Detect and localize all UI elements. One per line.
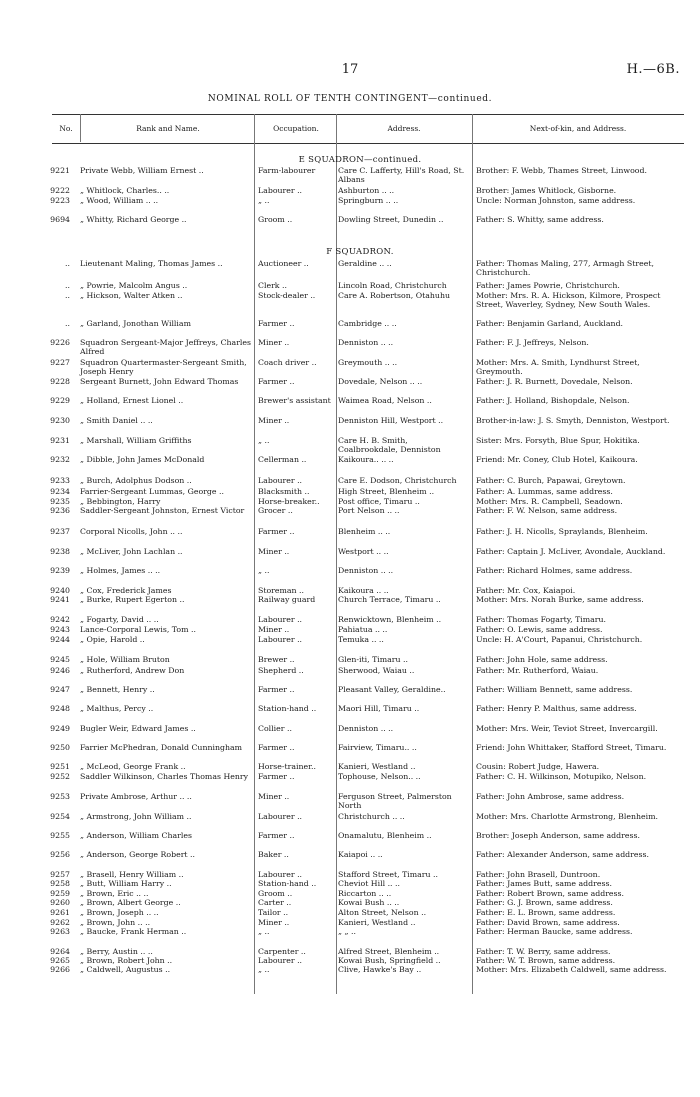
rank-and-name: „ Anderson, George Robert .. (80, 850, 195, 859)
address: Fairview, Timaru.. .. (338, 743, 417, 752)
next-of-kin: Father: T. W. Berry, same address. (476, 947, 611, 956)
address: Denniston .. .. (338, 338, 394, 347)
occupation: Station-hand .. (258, 879, 317, 888)
address: Care C. Lafferty, Hill's Road, St. Albans (338, 166, 465, 185)
occupation: „ .. (258, 436, 270, 445)
row-number: 9244 (50, 635, 70, 644)
rank-and-name: Lance-Corporal Lewis, Tom .. (80, 625, 196, 634)
address: Denniston .. .. (338, 566, 394, 575)
row-number: 9266 (50, 965, 70, 974)
address: Maori Hill, Timaru .. (338, 704, 420, 713)
address: Care A. Robertson, Otahuhu (338, 291, 450, 300)
row-number: 9253 (50, 792, 70, 801)
occupation: Baker .. (258, 850, 289, 859)
row-number: 9249 (50, 724, 70, 733)
next-of-kin: Father: J. R. Burnett, Dovedale, Nelson. (476, 377, 633, 386)
rank-and-name: „ Butt, William Harry .. (80, 879, 172, 888)
next-of-kin: Father: C. H. Wilkinson, Motupiko, Nelson. (476, 772, 647, 781)
next-of-kin: Father: A. Lummas, same address. (476, 487, 613, 496)
rank-and-name: „ Baucke, Frank Herman .. (80, 927, 187, 936)
row-number: 9222 (50, 186, 70, 195)
address: Cheviot Hill .. .. (338, 879, 400, 888)
next-of-kin: Mother: Mrs. Weir, Teviot Street, Invercargill. (476, 724, 658, 733)
row-number: 9259 (50, 889, 70, 898)
address: Denniston .. .. (338, 724, 394, 733)
row-number: 9250 (50, 743, 70, 752)
row-number: 9257 (50, 870, 70, 879)
row-number: 9258 (50, 879, 70, 888)
occupation: Miner .. (258, 918, 290, 927)
next-of-kin: Father: J. Holland, Bishopdale, Nelson. (476, 396, 630, 405)
row-number: 9252 (50, 772, 70, 781)
row-number: .. (65, 281, 70, 290)
section-heading: F SQUADRON. (326, 247, 394, 257)
rank-and-name: „ Anderson, William Charles (80, 831, 193, 840)
next-of-kin: Brother-in-law: J. S. Smyth, Denniston, Westport. (476, 416, 670, 425)
occupation: Brewer's assistant (258, 396, 331, 405)
next-of-kin: Father: W. T. Brown, same address. (476, 956, 616, 965)
next-of-kin: Father: Richard Holmes, same address. (476, 566, 633, 575)
next-of-kin: Mother: Mrs. A. Smith, Lyndhurst Street, Greymouth. (476, 358, 640, 377)
next-of-kin: Sister: Mrs. Forsyth, Blue Spur, Hokitika. (476, 436, 640, 445)
rank-and-name: „ Marshall, William Griffiths (80, 436, 192, 445)
next-of-kin: Father: Benjamin Garland, Auckland. (476, 319, 624, 328)
rank-and-name: „ Armstrong, John William .. (80, 812, 192, 821)
occupation: Shepherd .. (258, 666, 304, 675)
occupation: Labourer .. (258, 812, 303, 821)
occupation: Railway guard (258, 595, 316, 604)
occupation: Miner .. (258, 416, 290, 425)
address: Dowling Street, Dunedin .. (338, 215, 444, 224)
address: Stafford Street, Timaru .. (338, 870, 438, 879)
rank-and-name: „ Cox, Frederick James (80, 586, 172, 595)
occupation: Grocer .. (258, 506, 293, 515)
row-number: 9256 (50, 850, 70, 859)
occupation: Collier .. (258, 724, 292, 733)
occupation: „ .. (258, 927, 270, 936)
address: Alton Street, Nelson .. (338, 908, 427, 917)
occupation: Miner .. (258, 792, 290, 801)
rank-and-name: „ Malthus, Percy .. (80, 704, 154, 713)
rank-and-name: „ Burke, Rupert Egerton .. (80, 595, 185, 604)
rank-and-name: Farrier-Sergeant Lummas, George .. (80, 487, 224, 496)
rank-and-name: „ Garland, Jonothan William (80, 319, 191, 328)
row-number: 9265 (50, 956, 70, 965)
row-number: 9240 (50, 586, 70, 595)
address: Blenheim .. .. (338, 527, 391, 536)
row-number: 9243 (50, 625, 70, 634)
next-of-kin: Brother: Joseph Anderson, same address. (476, 831, 640, 840)
address: Care H. B. Smith, Coalbrookdale, Denniston (338, 436, 441, 455)
rank-and-name: „ Brown, Joseph .. .. (80, 908, 159, 917)
rank-and-name: „ Wood, William .. .. (80, 196, 159, 205)
next-of-kin: Father: David Brown, same address. (476, 918, 620, 927)
next-of-kin: Father: John Brasell, Duntroon. (476, 870, 601, 879)
address: Denniston Hill, Westport .. (338, 416, 444, 425)
next-of-kin: Father: Henry P. Malthus, same address. (476, 704, 637, 713)
row-number: 9221 (50, 166, 70, 175)
address: Dovedale, Nelson .. .. (338, 377, 423, 386)
rank-and-name: „ Brown, Albert George .. (80, 898, 181, 907)
row-number: 9248 (50, 704, 70, 713)
row-number: .. (65, 319, 70, 328)
rank-and-name: „ Dibble, John James McDonald (80, 455, 205, 464)
rank-and-name: „ Holmes, James .. .. (80, 566, 161, 575)
address: Waimea Road, Nelson .. (338, 396, 432, 405)
rank-and-name: „ Burch, Adolphus Dodson .. (80, 476, 192, 485)
occupation: Blacksmith .. (258, 487, 310, 496)
address: Temuka .. .. (338, 635, 384, 644)
next-of-kin: Father: E. L. Brown, same address. (476, 908, 616, 917)
row-number: 9226 (50, 338, 70, 347)
occupation: Horse-breaker.. (258, 497, 320, 506)
row-number: 9239 (50, 566, 70, 575)
table-header (52, 114, 684, 144)
address: Kaikoura .. .. (338, 586, 389, 595)
address: Westport .. .. (338, 547, 389, 556)
occupation: Coach driver .. (258, 358, 317, 367)
occupation: Groom .. (258, 889, 293, 898)
address: Springburn .. .. (338, 196, 399, 205)
address: Port Nelson .. .. (338, 506, 400, 515)
address: Lincoln Road, Christchurch (338, 281, 447, 290)
next-of-kin: Father: William Bennett, same address. (476, 685, 633, 694)
rank-and-name: „ Powrie, Malcolm Angus .. (80, 281, 188, 290)
rank-and-name: „ Rutherford, Andrew Don (80, 666, 185, 675)
occupation: Miner .. (258, 547, 290, 556)
rank-and-name: „ Brown, Robert John .. (80, 956, 173, 965)
rank-and-name: Squadron Sergeant-Major Jeffreys, Charles Alfred (80, 338, 252, 357)
col-occupation-header: Occupation. (273, 124, 319, 133)
address: Cambridge .. .. (338, 319, 397, 328)
address: Pleasant Valley, Geraldine.. (338, 685, 446, 694)
address: Renwicktown, Blenheim .. (338, 615, 442, 624)
row-number: 9263 (50, 927, 70, 936)
occupation: Labourer .. (258, 476, 303, 485)
row-number: 9264 (50, 947, 70, 956)
occupation: Miner .. (258, 625, 290, 634)
occupation: Labourer .. (258, 186, 303, 195)
rank-and-name: „ Smith Daniel .. .. (80, 416, 153, 425)
row-number: 9245 (50, 655, 70, 664)
col-next-of-kin-header: Next-of-kin, and Address. (529, 124, 627, 133)
row-number: 9231 (50, 436, 70, 445)
row-number: 9262 (50, 918, 70, 927)
next-of-kin: Father: F. J. Jeffreys, Nelson. (476, 338, 589, 347)
next-of-kin: Father: Captain J. McLiver, Avondale, Auckland. (476, 547, 666, 556)
address: Kaikoura.. .. .. (338, 455, 394, 464)
rank-and-name: Farrier McPhedran, Donald Cunningham (80, 743, 243, 752)
next-of-kin: Father: John Hole, same address. (476, 655, 608, 664)
rank-and-name: Bugler Weir, Edward James .. (80, 724, 196, 733)
section-heading: E SQUADRON—continued. (298, 155, 422, 165)
rank-and-name: Sergeant Burnett, John Edward Thomas (80, 377, 239, 386)
rank-and-name: „ Brown, John .. .. (80, 918, 151, 927)
next-of-kin: Father: J. H. Nicolls, Spraylands, Blenheim. (476, 527, 648, 536)
occupation: Farmer .. (258, 319, 295, 328)
occupation: Labourer .. (258, 956, 303, 965)
next-of-kin: Father: O. Lewis, same address. (476, 625, 603, 634)
address: Pahiatua .. .. (338, 625, 388, 634)
row-number: 9233 (50, 476, 70, 485)
address: Clive, Hawke's Bay .. (338, 965, 422, 974)
row-number: 9230 (50, 416, 70, 425)
occupation: Auctioneer .. (258, 259, 309, 268)
row-number: .. (65, 291, 70, 300)
row-number: 9232 (50, 455, 70, 464)
occupation: Farmer .. (258, 377, 295, 386)
rank-and-name: „ Fogarty, David .. .. (80, 615, 159, 624)
next-of-kin: Father: G. J. Brown, same address. (476, 898, 613, 907)
next-of-kin: Father: Thomas Fogarty, Timaru. (476, 615, 607, 624)
next-of-kin: Mother: Mrs. Charlotte Armstrong, Blenheim. (476, 812, 658, 821)
rank-and-name: „ Whitlock, Charles.. .. (80, 186, 170, 195)
next-of-kin: Uncle: H. A'Court, Papanui, Christchurch. (476, 635, 643, 644)
rank-and-name: „ Opie, Harold .. (80, 635, 145, 644)
row-number: 9261 (50, 908, 70, 917)
occupation: Labourer .. (258, 635, 303, 644)
rank-and-name: Private Webb, William Ernest .. (80, 166, 204, 175)
row-number: 9254 (50, 812, 70, 821)
column-divider (254, 114, 255, 994)
occupation: Farmer .. (258, 685, 295, 694)
occupation: Stock-dealer .. (258, 291, 316, 300)
row-number: 9235 (50, 497, 70, 506)
occupation: Brewer .. (258, 655, 295, 664)
address: Kanieri, Westland .. (338, 762, 416, 771)
row-number: 9234 (50, 487, 70, 496)
row-number: 9242 (50, 615, 70, 624)
rank-and-name: „ McLeod, George Frank .. (80, 762, 186, 771)
next-of-kin: Friend: John Whittaker, Stafford Street, Timaru. (476, 743, 667, 752)
rank-and-name: „ Brasell, Henry William .. (80, 870, 184, 879)
address: Kaiapoi .. .. (338, 850, 383, 859)
next-of-kin: Brother: F. Webb, Thames Street, Linwood. (476, 166, 647, 175)
address: Kowai Bush, Springfield .. (338, 956, 441, 965)
address: Christchurch .. .. (338, 812, 405, 821)
column-divider (472, 114, 473, 994)
rank-and-name: „ Caldwell, Augustus .. (80, 965, 171, 974)
occupation: Farmer .. (258, 527, 295, 536)
row-number: 9694 (50, 215, 70, 224)
address: Riccarton .. .. (338, 889, 392, 898)
occupation: Farmer .. (258, 831, 295, 840)
next-of-kin: Father: James Butt, same address. (476, 879, 612, 888)
row-number: 9241 (50, 595, 70, 604)
address: Glen-iti, Timaru .. (338, 655, 408, 664)
next-of-kin: Father: C. Burch, Papawai, Greytown. (476, 476, 626, 485)
next-of-kin: Father: Alexander Anderson, same address. (476, 850, 649, 859)
occupation: Carpenter .. (258, 947, 306, 956)
next-of-kin: Cousin: Robert Judge, Hawera. (476, 762, 600, 771)
occupation: Labourer .. (258, 870, 303, 879)
next-of-kin: Uncle: Norman Johnston, same address. (476, 196, 636, 205)
rank-and-name: Private Ambrose, Arthur .. .. (80, 792, 192, 801)
next-of-kin: Brother: James Whitlock, Gisborne. (476, 186, 617, 195)
next-of-kin: Father: Herman Baucke, same address. (476, 927, 633, 936)
occupation: „ .. (258, 566, 270, 575)
address: Greymouth .. .. (338, 358, 398, 367)
address: „ „ .. (338, 927, 356, 936)
next-of-kin: Friend: Mr. Coney, Club Hotel, Kaikoura. (476, 455, 638, 464)
col-no-header: No. (59, 124, 73, 133)
next-of-kin: Father: Robert Brown, same address. (476, 889, 625, 898)
row-number: 9237 (50, 527, 70, 536)
next-of-kin: Mother: Mrs. R. Campbell, Seadown. (476, 497, 623, 506)
address: Onamalutu, Blenheim .. (338, 831, 432, 840)
row-number: 9251 (50, 762, 70, 771)
address: Church Terrace, Timaru .. (338, 595, 441, 604)
address: Care E. Dodson, Christchurch (338, 476, 457, 485)
row-number: 9223 (50, 196, 70, 205)
occupation: Horse-trainer.. (258, 762, 316, 771)
rank-and-name: „ Brown, Eric .. .. (80, 889, 149, 898)
address: Sherwood, Waiau .. (338, 666, 415, 675)
rank-and-name: „ Bennett, Henry .. (80, 685, 155, 694)
address: Ferguson Street, Palmerston North (338, 792, 452, 811)
rank-and-name: „ Berry, Austin .. .. (80, 947, 153, 956)
rank-and-name: Saddler-Sergeant Johnston, Ernest Victor (80, 506, 245, 515)
page-title: NOMINAL ROLL OF TENTH CONTINGENT—continued. (207, 94, 493, 104)
col-address-header: Address. (387, 124, 421, 133)
address: Post office, Timaru .. (338, 497, 420, 506)
next-of-kin: Mother: Mrs. Elizabeth Caldwell, same address. (476, 965, 667, 974)
occupation: Clerk .. (258, 281, 287, 290)
next-of-kin: Father: Mr. Rutherford, Waiau. (476, 666, 599, 675)
row-number: 9229 (50, 396, 70, 405)
rank-and-name: „ Hole, William Bruton (80, 655, 170, 664)
next-of-kin: Father: S. Whitty, same address. (476, 215, 604, 224)
address: Kowai Bush .. .. (338, 898, 400, 907)
row-number: 9247 (50, 685, 70, 694)
row-number: 9236 (50, 506, 70, 515)
address: High Street, Blenheim .. (338, 487, 435, 496)
occupation: Farmer .. (258, 772, 295, 781)
address: Tophouse, Nelson.. .. (338, 772, 421, 781)
row-number: 9260 (50, 898, 70, 907)
occupation: Labourer .. (258, 615, 303, 624)
row-number: 9238 (50, 547, 70, 556)
row-number: 9228 (50, 377, 70, 386)
occupation: „ .. (258, 965, 270, 974)
next-of-kin: Father: Mr. Cox, Kaiapoi. (476, 586, 576, 595)
row-number: 9227 (50, 358, 70, 367)
occupation: Groom .. (258, 215, 293, 224)
page-reference: H.—6B. (626, 62, 680, 77)
page-number: 17 (341, 62, 359, 77)
occupation: Carter .. (258, 898, 292, 907)
rank-and-name: Squadron Quartermaster-Sergeant Smith, Joseph Henry (80, 358, 247, 377)
next-of-kin: Father: F. W. Nelson, same address. (476, 506, 618, 515)
rank-and-name: Saddler Wilkinson, Charles Thomas Henry (80, 772, 249, 781)
col-rank-header: Rank and Name. (136, 124, 200, 133)
rank-and-name: Corporal Nicolls, John .. .. (80, 527, 183, 536)
address: Ashburton .. .. (338, 186, 395, 195)
occupation: Farm-labourer (258, 166, 316, 175)
occupation: Storeman .. (258, 586, 305, 595)
row-number: 9255 (50, 831, 70, 840)
rank-and-name: „ Hickson, Walter Atken .. (80, 291, 183, 300)
occupation: „ .. (258, 196, 270, 205)
rank-and-name: „ Holland, Ernest Lionel .. (80, 396, 184, 405)
row-number: .. (65, 259, 70, 268)
occupation: Farmer .. (258, 743, 295, 752)
column-divider (336, 114, 337, 994)
rank-and-name: Lieutenant Maling, Thomas James .. (80, 259, 223, 268)
address: Alfred Street, Blenheim .. (338, 947, 440, 956)
next-of-kin: Father: John Ambrose, same address. (476, 792, 625, 801)
address: Kanieri, Westland .. (338, 918, 416, 927)
rank-and-name: „ McLiver, John Lachlan .. (80, 547, 183, 556)
next-of-kin: Father: Thomas Maling, 277, Armagh Street, Christchurch. (476, 259, 654, 278)
occupation: Cellerman .. (258, 455, 307, 464)
rank-and-name: „ Bebbington, Harry (80, 497, 161, 506)
address: Geraldine .. .. (338, 259, 392, 268)
occupation: Station-hand .. (258, 704, 317, 713)
rank-and-name: „ Whitty, Richard George .. (80, 215, 187, 224)
row-number: 9246 (50, 666, 70, 675)
next-of-kin: Mother: Mrs. R. A. Hickson, Kilmore, Prospect Street, Waverley, Sydney, New South Wales. (476, 291, 661, 310)
next-of-kin: Mother: Mrs. Norah Burke, same address. (476, 595, 644, 604)
occupation: Tailor .. (258, 908, 289, 917)
column-divider (80, 114, 81, 142)
next-of-kin: Father: James Powrie, Christchurch. (476, 281, 620, 290)
occupation: Miner .. (258, 338, 290, 347)
